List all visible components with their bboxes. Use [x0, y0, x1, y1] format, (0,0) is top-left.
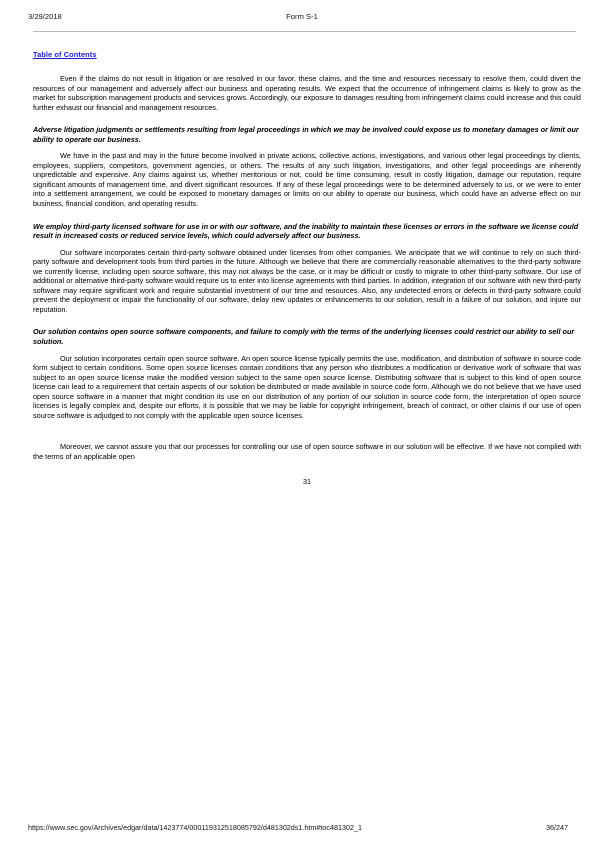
risk-heading-open-source: Our solution contains open source software components, and failure to comply with the terms of the underlying licenses could restrict our ability to sell our solution.: [33, 327, 575, 347]
risk-heading-adverse-litigation: Adverse litigation judgments or settlements resulting from legal proceedings in which we may be involved could expose us to monetary damages or limit our ability to operate our business.: [33, 125, 579, 144]
print-footer-page-count: 36/247: [546, 823, 568, 832]
header-divider: [33, 31, 576, 32]
paragraph-third-party-software: Our software incorporates certain third-party software obtained under licenses from other companies. We anticipate that we will continue to rely on such third-party software and development tools from third parties in the future. Although we believe that there are commercially reasonable alternatives to the third-party software we currently license, including open source software, this may not always be the case, or it may be difficult or costly to migrate to other third-party software. Our use of additional or alternative third-party software would require us to enter into license agreements with third parties. In addition, integration of our software with new third-party software may require significant work and require substantial investment of our time and resources. Also, any undetected errors or defects in third-party software could prevent the deployment or impair the functionality of our software, delay new updates or enhancements to our solution, result in a failure of our solution, and injure our reputation.: [33, 247, 581, 314]
print-header-date: 3/29/2018: [28, 12, 62, 21]
paragraph-open-source-licenses: Our solution incorporates certain open source software. An open source license typically permits the use, modification, and distribution of software in source code form subject to certain conditions. Some open source licenses contain conditions that any person who distributes a modification or derivative work of software that was subject to an open source license make the modified version subject to the same open source license. Distributing software that is subject to this kind of open source license can lead to a requirement that certain aspects of our solution be distributed or made available in source code form. Although we do not believe that we have used open source software in a manner that might condition its use on our distribution of any portion of our solution in source code form, the interpretation of open source licenses is legally complex and, despite our efforts, it is possible that we may be liable for copyright infringement, breach of contract, or other claims if our use of open source software is adjudged to not comply with the applicable open source licenses.: [33, 353, 581, 420]
risk-heading-third-party-software: We employ third-party licensed software for use in or with our software, and the inability to maintain these licenses or errors in the software we license could result in increased costs or reduced service levels, which could adversely affect our business.: [33, 221, 579, 241]
paragraph-spacer: [33, 433, 581, 442]
print-header: [28, 11, 576, 23]
print-footer: [28, 822, 576, 834]
print-header-title: Form S-1: [286, 12, 318, 21]
document-body: [33, 44, 581, 487]
page-number: 31: [302, 476, 312, 486]
table-of-contents-link[interactable]: Table of Contents: [33, 50, 97, 59]
print-footer-url: https://www.sec.gov/Archives/edgar/data/1423774/000119312518085792/d481302ds1.htm#toc481302_1: [28, 823, 362, 832]
paragraph-open-source-controls: Moreover, we cannot assure you that our processes for controlling our use of open source software in our solution will be effective. If we have not complied with the terms of an applicable open: [33, 442, 581, 461]
paragraph-claims-litigation: Even if the claims do not result in litigation or are resolved in our favor, these claims, and the time and resources necessary to resolve them, could divert the resources of our management and adversely affect our business and operating results. We expect that the occurrence of infringement claims is likely to grow as the market for subscription management products and services grows. Accordingly, our exposure to damages resulting from infringement claims could increase and this could further exhaust our financial and management resources.: [33, 74, 581, 112]
paragraph-legal-proceedings: We have in the past and may in the future become involved in private actions, collective actions, investigations, and various other legal proceedings by clients, employees, suppliers, competitors, government agencies, or others. The results of any such litigation, investigations, and other legal proceedings are inherently unpredictable and expensive. Any claims against us, whether meritorious or not, could be time consuming, result in costly litigation, damage our reputation, require significant amounts of management time, and divert significant resources. If any of these legal proceedings were to be determined adversely to us, or we were to enter into a settlement arrangement, we could be exposed to monetary damages or limits on our ability to operate our business, which could have an adverse effect on our business, financial condition, and operating results.: [33, 151, 581, 209]
